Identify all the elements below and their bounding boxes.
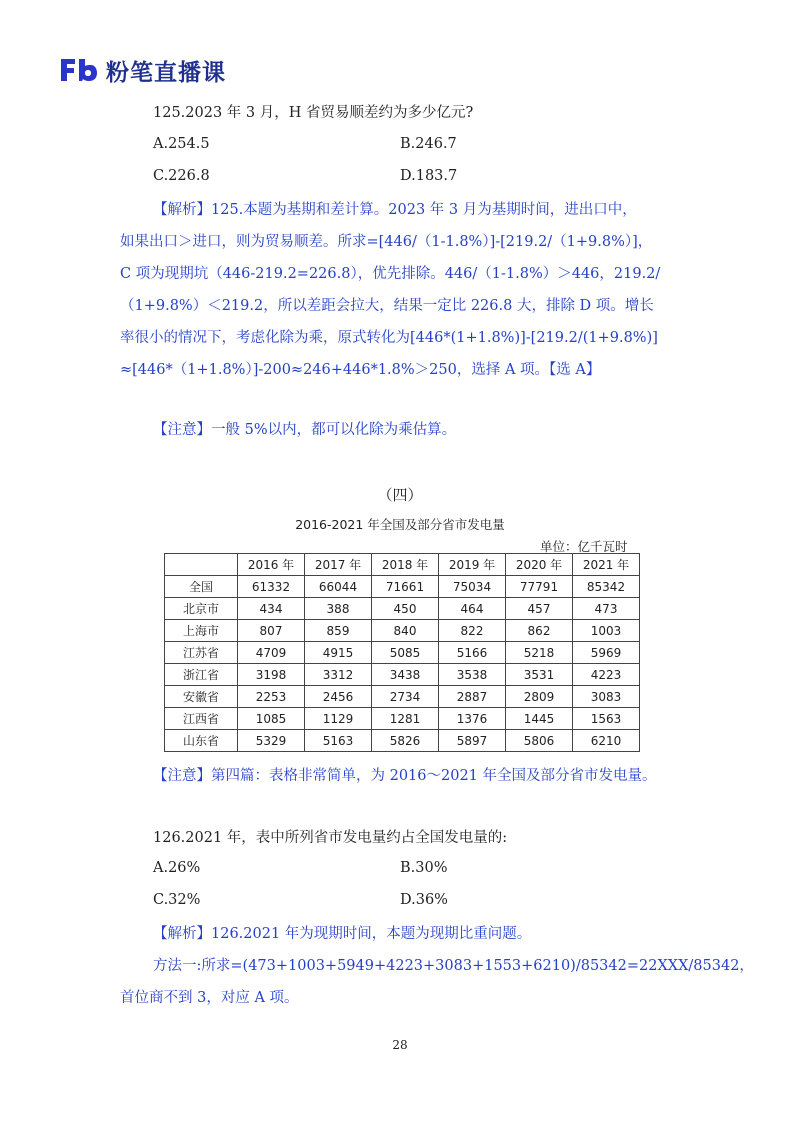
table-cell: 1563 xyxy=(573,708,640,730)
table-row xyxy=(165,576,640,598)
table-cell: 5166 xyxy=(439,642,506,664)
section-heading: （四） xyxy=(377,486,423,504)
table-cell: 5085 xyxy=(372,642,439,664)
table-cell: 434 xyxy=(238,598,305,620)
analysis-line: 如果出口＞进口，则为贸易顺差。所求=[446/（1-1.8%）]-[219.2/（1+9.8%）]， xyxy=(120,234,653,250)
table-cell: 862 xyxy=(506,620,573,642)
brand-logo xyxy=(58,52,226,88)
question-125: 125.2023 年 3 月，H 省贸易顺差约为多少亿元? xyxy=(153,105,474,121)
table-cell: 2887 xyxy=(439,686,506,708)
table-cell: 66044 xyxy=(305,576,372,598)
table-cell: 4223 xyxy=(573,664,640,686)
analysis-line: 方法一:所求=(473+1003+5949+4223+3083+1553+6210)/85342=22XXX/85342， xyxy=(153,958,754,974)
analysis-line: ≈[446*（1+1.8%）]-200≈246+446*1.8%＞250，选择 A 项。【选 A】 xyxy=(120,362,601,378)
table-row xyxy=(165,708,640,730)
table-row xyxy=(165,598,640,620)
row-name: 全国 xyxy=(165,576,238,598)
row-name: 上海市 xyxy=(165,620,238,642)
note-section4: 【注意】第四篇：表格非常简单，为 2016～2021 年全国及部分省市发电量。 xyxy=(153,768,657,784)
table-cell: 71661 xyxy=(372,576,439,598)
table-cell: 5826 xyxy=(372,730,439,752)
row-name: 江西省 xyxy=(165,708,238,730)
table-cell: 2456 xyxy=(305,686,372,708)
note-125: 【注意】一般 5%以内，都可以化除为乘估算。 xyxy=(153,422,457,438)
option-d: D.36% xyxy=(400,892,448,908)
column-header: 2018 年 xyxy=(372,554,439,576)
table-cell: 859 xyxy=(305,620,372,642)
option-b: B.30% xyxy=(400,860,448,876)
table-cell: 5806 xyxy=(506,730,573,752)
table-cell: 1129 xyxy=(305,708,372,730)
question-126: 126.2021 年，表中所列省市发电量约占全国发电量的: xyxy=(153,830,508,846)
column-header: 2019 年 xyxy=(439,554,506,576)
option-c: C.226.8 xyxy=(153,168,210,184)
table-row xyxy=(165,620,640,642)
row-name: 浙江省 xyxy=(165,664,238,686)
table-cell: 1376 xyxy=(439,708,506,730)
option-d: D.183.7 xyxy=(400,168,458,184)
table-cell: 1085 xyxy=(238,708,305,730)
option-c: C.32% xyxy=(153,892,201,908)
row-name: 山东省 xyxy=(165,730,238,752)
table-cell: 5969 xyxy=(573,642,640,664)
table-cell: 1445 xyxy=(506,708,573,730)
table-cell: 4915 xyxy=(305,642,372,664)
fb-logo-icon xyxy=(58,56,98,84)
table-unit: 单位：亿千瓦时 xyxy=(540,539,628,554)
option-a: A.254.5 xyxy=(153,136,210,152)
column-header: 2016 年 xyxy=(238,554,305,576)
table-cell: 5329 xyxy=(238,730,305,752)
table-cell: 4709 xyxy=(238,642,305,664)
analysis-line: 首位商不到 3，对应 A 项。 xyxy=(120,990,299,1006)
table-cell: 3083 xyxy=(573,686,640,708)
table-corner-cell xyxy=(165,554,238,576)
table-cell: 1281 xyxy=(372,708,439,730)
table-cell: 2734 xyxy=(372,686,439,708)
table-row xyxy=(165,664,640,686)
analysis-line: C 项为现期坑（446-219.2=226.8），优先排除。446/（1-1.8%）＞446，219.2/ xyxy=(120,266,661,282)
table-cell: 77791 xyxy=(506,576,573,598)
table-cell: 457 xyxy=(506,598,573,620)
table-cell: 464 xyxy=(439,598,506,620)
table-cell: 3198 xyxy=(238,664,305,686)
table-cell: 5218 xyxy=(506,642,573,664)
table-cell: 75034 xyxy=(439,576,506,598)
table-cell: 5897 xyxy=(439,730,506,752)
analysis-line: 【解析】126.2021 年为现期时间，本题为现期比重问题。 xyxy=(153,926,532,942)
table-cell: 807 xyxy=(238,620,305,642)
table-cell: 1003 xyxy=(573,620,640,642)
row-name: 北京市 xyxy=(165,598,238,620)
analysis-line: 率很小的情况下，考虑化除为乘，原式转化为[446*(1+1.8%)]-[219.2/(1+9.8%)] xyxy=(120,330,658,346)
table-header-row xyxy=(165,554,640,576)
table-title: 2016-2021 年全国及部分省市发电量 xyxy=(295,517,505,532)
analysis-line: （1+9.8%）＜219.2，所以差距会拉大，结果一定比 226.8 大，排除 D 项。增长 xyxy=(120,298,654,314)
table-row xyxy=(165,686,640,708)
table-cell: 61332 xyxy=(238,576,305,598)
column-header: 2020 年 xyxy=(506,554,573,576)
table-cell: 2809 xyxy=(506,686,573,708)
option-b: B.246.7 xyxy=(400,136,457,152)
table-cell: 450 xyxy=(372,598,439,620)
table-cell: 3438 xyxy=(372,664,439,686)
option-a: A.26% xyxy=(153,860,201,876)
table-cell: 6210 xyxy=(573,730,640,752)
table-row xyxy=(165,642,640,664)
table-cell: 5163 xyxy=(305,730,372,752)
table-cell: 85342 xyxy=(573,576,640,598)
table-cell: 3531 xyxy=(506,664,573,686)
brand-name: 粉笔直播课 xyxy=(106,59,226,86)
page-number: 28 xyxy=(392,1038,408,1052)
table-cell: 2253 xyxy=(238,686,305,708)
row-name: 安徽省 xyxy=(165,686,238,708)
table-row xyxy=(165,730,640,752)
table-cell: 822 xyxy=(439,620,506,642)
table-cell: 388 xyxy=(305,598,372,620)
analysis-line: 【解析】125.本题为基期和差计算。2023 年 3 月为基期时间，进出口中， xyxy=(153,202,637,218)
column-header: 2021 年 xyxy=(573,554,640,576)
table-cell: 3538 xyxy=(439,664,506,686)
table-cell: 473 xyxy=(573,598,640,620)
row-name: 江苏省 xyxy=(165,642,238,664)
table-cell: 3312 xyxy=(305,664,372,686)
column-header: 2017 年 xyxy=(305,554,372,576)
power-generation-table xyxy=(164,553,640,752)
table-cell: 840 xyxy=(372,620,439,642)
